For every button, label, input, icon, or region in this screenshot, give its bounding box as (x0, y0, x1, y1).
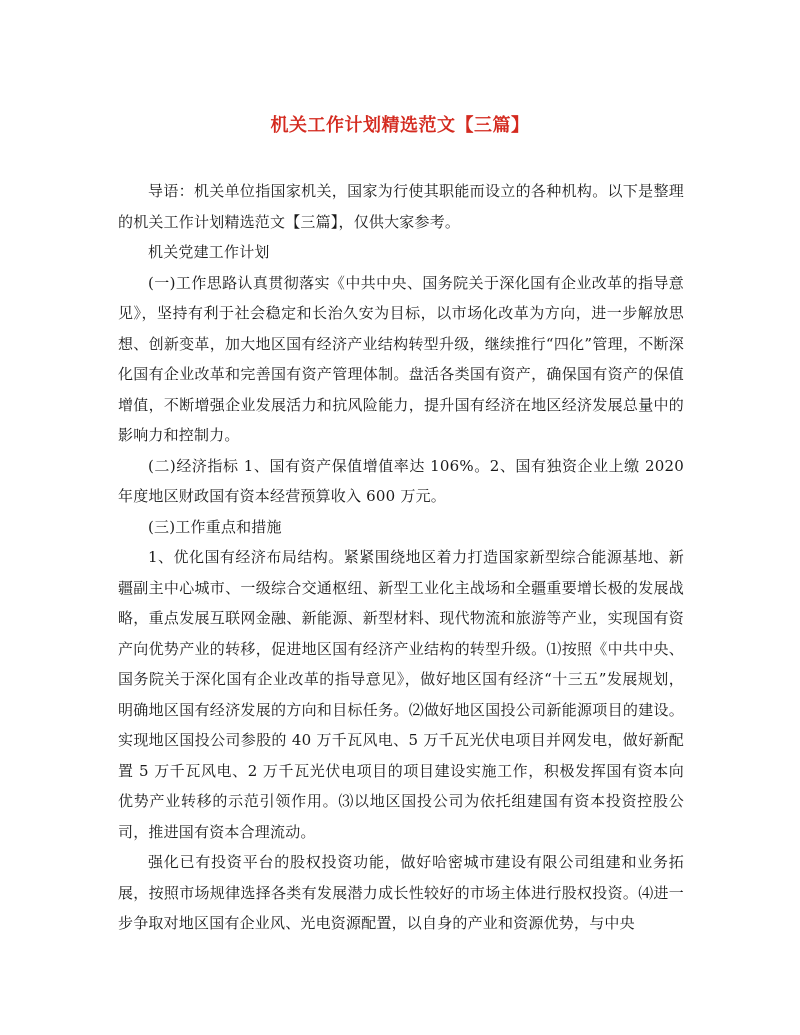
key-work-heading: (三)工作重点和措施 (148, 517, 282, 536)
document-title: 机关工作计划精选范文【三篇】 (270, 115, 530, 136)
economic-indicators-paragraph: (二)经济指标 1、国有资产保值增值率达 106%。2、国有独资企业上缴 2020 年度地区财政国有资本经营预算收入 600 万元。 (118, 456, 684, 505)
work-idea-paragraph: (一)工作思路认真贯彻落实《中共中央、国务院关于深化国有企业改革的指导意见》，坚持有利于社会稳定和长治久安为目标，以市场化改革为方向，进一步解放思想、创新变革，加大地区国有经济产业结构转型升级，继续推行“四化”管理，不断深化国有企业改革和完善国有资产管理体制。盘活各类国有资产，确保国有资产的保值增值，不断增强企业发展活力和抗风险能力，提升国有经济在地区经济发展总量中的影响力和控制力。 (118, 273, 684, 444)
intro-paragraph: 导语：机关单位指国家机关，国家为行使其职能而设立的各种机构。以下是整理的机关工作计划精选范文【三篇】，仅供大家参考。 (118, 182, 684, 231)
section-heading: 机关党建工作计划 (148, 243, 270, 261)
document-body (118, 176, 684, 939)
equity-investment-paragraph: 强化已有投资平台的股权投资功能，做好哈密城市建设有限公司组建和业务拓展，按照市场规律选择各类有发展潜力成长性较好的市场主体进行股权投资。⑷进一步争取对地区国有企业风、光电资源配置，以自身的产业和资源优势，与中央 (118, 853, 684, 932)
structure-optimization-paragraph: 1、优化国有经济布局结构。紧紧围绕地区着力打造国家新型综合能源基地、新疆副主中心城市、一级综合交通枢纽、新型工业化主战场和全疆重要增长极的发展战略，重点发展互联网金融、新能源、新型材料、现代物流和旅游等产业，实现国有资产向优势产业的转移，促进地区国有经济产业结构的转型升级。⑴按照《中共中央、国务院关于深化国有企业改革的指导意见》，做好地区国有经济“十三五”发展规划，明确地区国有经济发展的方向和目标任务。⑵做好地区国投公司新能源项目的建设。实现地区国投公司参股的 40 万千瓦风电、5 万千瓦光伏电项目并网发电，做好新配置 5 万千瓦风电、2 万千瓦光伏电项目的项目建设实施工作，积极发挥国有资本向优势产业转移的示范引领作用。⑶以地区国投公司为依托组建国有资本投资控股公司，推进国有资本合理流动。 (118, 548, 684, 841)
